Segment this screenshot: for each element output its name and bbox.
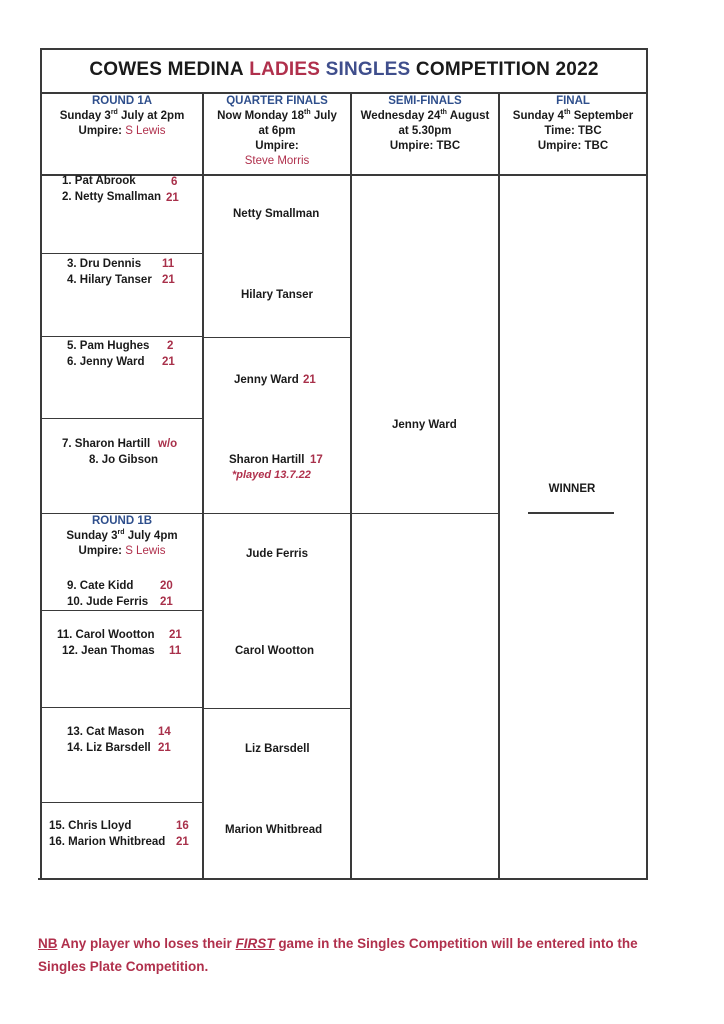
r1-score-3: 11 <box>162 258 175 270</box>
qf-player-7: Liz Barsdell <box>245 743 310 755</box>
r1-player-10: 10. Jude Ferris <box>67 596 149 608</box>
frame-bottom <box>38 878 648 880</box>
r1-score-4: 21 <box>162 274 175 286</box>
col-line-1 <box>202 92 204 878</box>
r1-score-2: 21 <box>166 192 179 204</box>
sf-header: SEMI-FINALS Wednesday 24th August at 5.30pm Umpire: TBC <box>360 95 490 152</box>
r1-divider-2 <box>40 336 202 337</box>
r1-player-14: 14. Liz Barsdell <box>67 742 151 754</box>
nb-note: NB Any player who loses their FIRST game in the Singles Competition will be entered into the Singles Plate Competition. <box>38 936 638 974</box>
r1-player-4: 4. Hilary Tanser <box>67 274 152 286</box>
sf-player-1: Jenny Ward <box>392 419 457 431</box>
qf-player-2: Hilary Tanser <box>241 289 314 301</box>
r1-score-13: 14 <box>158 726 171 738</box>
r1-score-15: 16 <box>176 820 189 832</box>
final-header: FINAL Sunday 4th September Time: TBC Umpire: TBC <box>512 95 634 152</box>
qf-player-1: Netty Smallman <box>233 208 320 220</box>
r1-divider-3 <box>40 418 202 419</box>
frame-right <box>646 48 648 878</box>
winner-label: WINNER <box>548 483 596 495</box>
r1-divider-1 <box>40 253 202 254</box>
qf-divider-2 <box>202 513 350 514</box>
r1-player-12: 12. Jean Thomas <box>62 645 155 657</box>
winner-line <box>528 512 614 514</box>
r1-score-7: w/o <box>158 438 178 450</box>
r1-player-9: 9. Cate Kidd <box>67 580 134 592</box>
round1b-header: ROUND 1B Sunday 3rd July 4pm Umpire: S Lewis <box>66 515 178 557</box>
sf-divider <box>350 513 498 514</box>
col-line-0 <box>40 92 42 878</box>
qf-score-3: 21 <box>303 374 316 386</box>
r1-player-6: 6. Jenny Ward <box>67 356 145 368</box>
r1-player-1: 1. Pat Abrook <box>62 175 136 187</box>
r1-score-1: 6 <box>171 176 178 188</box>
round1a-header: ROUND 1A Sunday 3rd July at 2pm Umpire: S Lewis <box>59 95 185 137</box>
r1-divider-7 <box>40 802 202 803</box>
qf-divider-3 <box>202 708 350 709</box>
r1-player-13: 13. Cat Mason <box>67 726 145 738</box>
qf-player-6: Carol Wootton <box>235 645 314 657</box>
r1-score-9: 20 <box>160 580 173 592</box>
qf-player-5: Jude Ferris <box>246 548 308 560</box>
qf-score-4: 17 <box>310 454 323 466</box>
r1-score-10: 21 <box>160 596 173 608</box>
r1-score-5: 2 <box>167 340 174 352</box>
col-line-2 <box>350 92 352 878</box>
r1-score-12: 11 <box>169 645 182 657</box>
r1-player-16: 16. Marion Whitbread <box>49 836 166 848</box>
r1-score-16: 21 <box>176 836 189 848</box>
qf-header: QUARTER FINALS Now Monday 18th July at 6pm Umpire: Steve Morris <box>217 95 337 167</box>
r1-score-6: 21 <box>162 356 175 368</box>
qf-divider-1 <box>202 337 350 338</box>
qf-player-3: Jenny Ward <box>234 374 299 386</box>
r1-score-11: 21 <box>169 629 182 641</box>
col-line-3 <box>498 92 500 878</box>
r1-score-14: 21 <box>158 742 171 754</box>
r1-player-2: 2. Netty Smallman <box>62 191 162 203</box>
page-title: COWES MEDINA LADIES SINGLES COMPETITION 2022 <box>89 59 599 80</box>
qf-player-4: Sharon Hartill <box>229 454 305 466</box>
r1-divider-6 <box>40 707 202 708</box>
r1-player-7: 7. Sharon Hartill <box>62 438 151 450</box>
r1-player-5: 5. Pam Hughes <box>67 340 150 352</box>
r1-player-3: 3. Dru Dennis <box>67 258 142 270</box>
qf-note: *played 13.7.22 <box>232 469 311 481</box>
r1-divider-5 <box>40 610 202 611</box>
qf-player-8: Marion Whitbread <box>225 824 323 836</box>
r1-player-11: 11. Carol Wootton <box>57 629 155 641</box>
r1-player-8: 8. Jo Gibson <box>89 454 159 466</box>
r1-player-15: 15. Chris Lloyd <box>49 820 132 832</box>
